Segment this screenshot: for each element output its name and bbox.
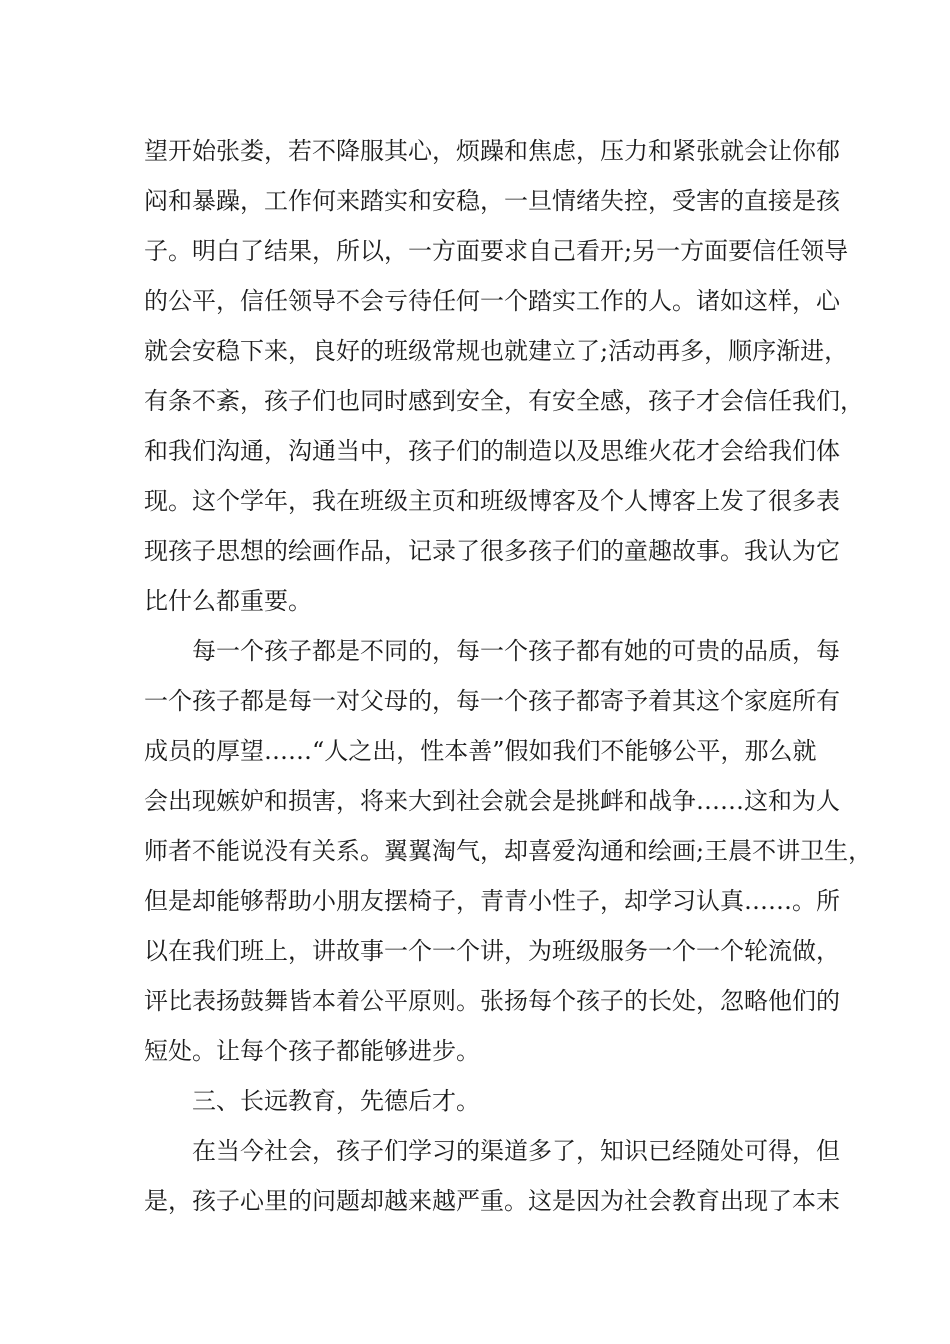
text-line: 和我们沟通，沟通当中，孩子们的制造以及思维火花才会给我们体 bbox=[144, 437, 840, 465]
body-text bbox=[144, 126, 873, 1226]
section-heading: 三、长远教育，先德后才。 bbox=[192, 1087, 480, 1115]
text-line: 评比表扬鼓舞皆本着公平原则。张扬每个孩子的长处，忽略他们的 bbox=[144, 987, 840, 1015]
text-line: 每一个孩子都是不同的，每一个孩子都有她的可贵的品质，每 bbox=[192, 637, 840, 665]
text-line: 比什么都重要。 bbox=[144, 587, 312, 615]
text-line: 望开始张娄，若不降服其心，烦躁和焦虑，压力和紧张就会让你郁 bbox=[144, 137, 840, 165]
text-line: 现孩子思想的绘画作品，记录了很多孩子们的童趣故事。我认为它 bbox=[144, 537, 840, 565]
text-line: 现。这个学年，我在班级主页和班级博客及个人博客上发了很多表 bbox=[144, 487, 840, 515]
text-line: 但是却能够帮助小朋友摆椅子，青青小性子，却学习认真……。所 bbox=[144, 887, 840, 915]
text-line: 会出现嫉妒和损害，将来大到社会就会是挑衅和战争……这和为人 bbox=[144, 787, 840, 815]
text-line: 在当今社会，孩子们学习的渠道多了，知识已经随处可得，但 bbox=[192, 1137, 840, 1165]
text-line: 一个孩子都是每一对父母的，每一个孩子都寄予着其这个家庭所有 bbox=[144, 687, 840, 715]
text-line: 成员的厚望……“人之出，性本善”假如我们不能够公平，那么就 bbox=[144, 737, 817, 765]
text-line: 就会安稳下来，良好的班级常规也就建立了;活动再多，顺序渐进， bbox=[144, 337, 849, 365]
text-line: 短处。让每个孩子都能够进步。 bbox=[144, 1037, 480, 1065]
text-line: 子。明白了结果，所以，一方面要求自己看开;另一方面要信任领导 bbox=[144, 237, 849, 265]
text-line: 闷和暴躁，工作何来踏实和安稳，一旦情绪失控，受害的直接是孩 bbox=[144, 187, 840, 215]
text-line: 是，孩子心里的问题却越来越严重。这是因为社会教育出现了本末 bbox=[144, 1187, 840, 1215]
text-line: 的公平，信任领导不会亏待任何一个踏实工作的人。诸如这样，心 bbox=[144, 287, 840, 315]
text-line: 有条不紊，孩子们也同时感到安全，有安全感，孩子才会信任我们， bbox=[144, 387, 864, 415]
text-line: 以在我们班上，讲故事一个一个讲，为班级服务一个一个轮流做， bbox=[144, 937, 840, 965]
text-line: 师者不能说没有关系。翼翼淘气，却喜爱沟通和绘画;王晨不讲卫生， bbox=[144, 837, 873, 865]
